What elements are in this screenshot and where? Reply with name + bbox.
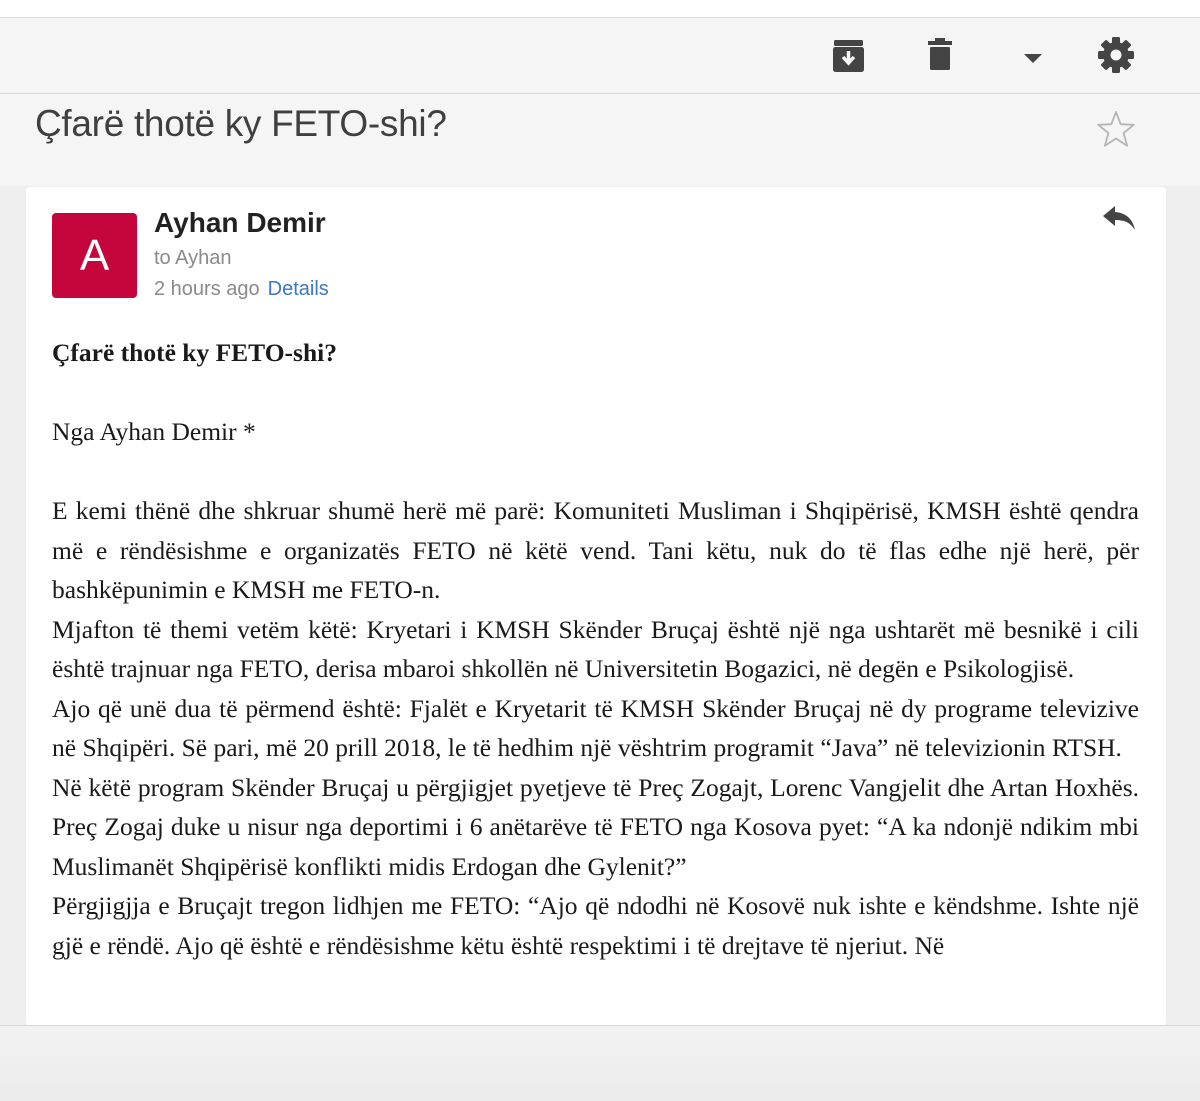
star-icon[interactable]: [1096, 110, 1136, 153]
reply-icon[interactable]: [1102, 205, 1136, 236]
message-card: [26, 187, 1166, 1027]
caret-down-icon[interactable]: [1024, 51, 1042, 69]
body-paragraph: Përgjigjja e Bruçajt tregon lidhjen me FETO: “Ajo që ndodhi në Kosovë nuk ishte e këndshme. Ishte një gjë e rëndë. Ajo që është e rëndësishme këtu është respektimi i të drejtave të njeriut. Në: [52, 891, 1139, 960]
trash-icon[interactable]: [928, 37, 952, 76]
details-link[interactable]: Details: [267, 278, 329, 300]
gear-icon[interactable]: [1098, 37, 1134, 78]
timestamp: 2 hours ago: [154, 278, 260, 300]
sender-name: Ayhan Demir: [154, 207, 326, 238]
body-heading: Çfarë thotë ky FETO-shi?: [52, 338, 337, 367]
timestamp-row: [154, 278, 329, 301]
body-paragraph: Ajo që unë dua të përmend është: Fjalët e Kryetarit të KMSH Skënder Bruçaj në dy programe televizive në Shqipëri. Së pari, më 20 prill 2018, le të hedhim një vështrim programit “Java” në televizionin RTSH.: [52, 693, 1139, 762]
top-status-strip: [0, 0, 1200, 18]
body-byline: Nga Ayhan Demir *: [52, 417, 256, 446]
body-paragraph: Mjafton të themi vetëm këtë: Kryetari i KMSH Skënder Bruçaj është një nga ushtarët më besnikë i cili është trajnuar nga FETO, derisa mbaroi shkollën në Universitetin Bogazici, në degën e Psikologjisë.: [52, 614, 1139, 683]
bottom-bar: [0, 1025, 1200, 1101]
recipient-line: to Ayhan: [154, 247, 232, 269]
message-body: [52, 333, 1139, 965]
archive-icon[interactable]: [832, 39, 865, 78]
message-toolbar: [0, 18, 1200, 94]
avatar: A: [52, 213, 137, 298]
body-paragraph: Në këtë program Skënder Bruçaj u përgjigjet pyetjeve të Preç Zogajt, Lorenc Vangjelit dhe Artan Hoxhës. Preç Zogaj duke u nisur nga deportimi i 6 anëtarëve të FETO nga Kosova pyet: “A ka ndonjë ndikim mbi Muslimanët Shqipërisë konflikti midis Erdogan dhe Gylenit?”: [52, 772, 1139, 881]
body-paragraph: E kemi thënë dhe shkruar shumë herë më parë: Komuniteti Musliman i Shqipërisë, KMSH është qendra më e rëndësishme e organizatës FETO në këtë vend. Tani këtu, nuk do të flas edhe një herë, për bashkëpunimin e KMSH me FETO-n.: [52, 496, 1139, 604]
message-subject: Çfarë thotë ky FETO-shi?: [35, 103, 447, 144]
